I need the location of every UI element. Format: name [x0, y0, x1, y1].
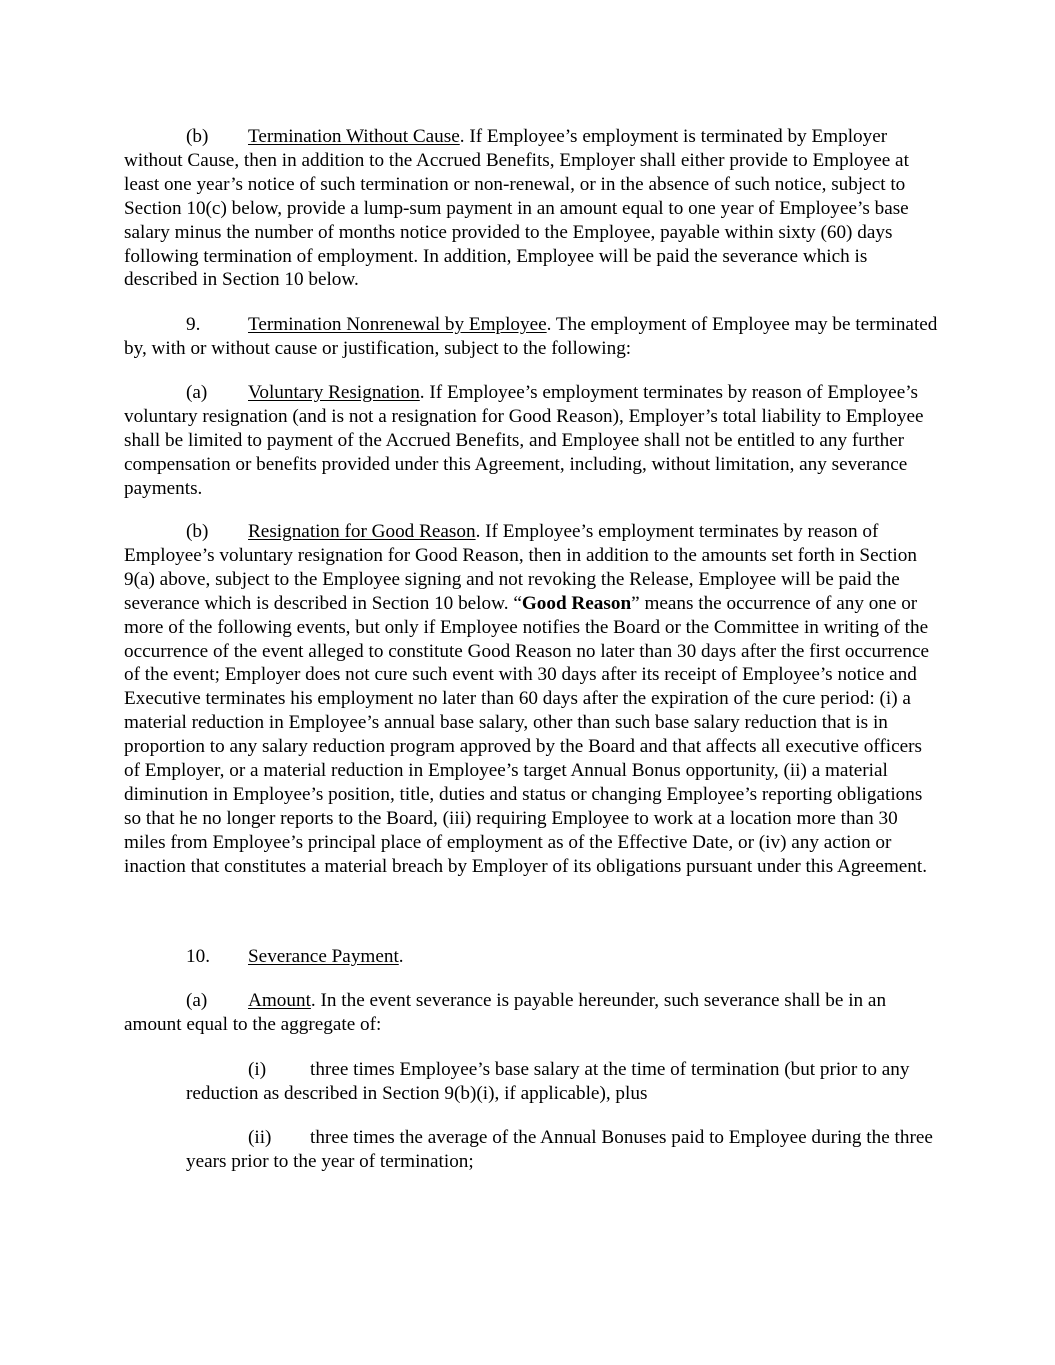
section-heading: Voluntary Resignation: [248, 382, 420, 403]
section-heading: Severance Payment: [248, 946, 399, 967]
defined-term: Good Reason: [521, 592, 632, 614]
section-body: . If Employee’s employment terminates by reason of Employee’s voluntary resignation for Good Reason, then in addition to the amounts set forth in Section 9(a) above, subject to the Employee signing and not revoking the Release, Employee will be paid the severance which is described in Section 10 below. “: [124, 521, 917, 614]
section-heading: Termination Without Cause: [248, 126, 460, 147]
section-number: (b): [186, 521, 209, 542]
section-number: (a): [186, 990, 208, 1011]
paragraph-9a: [124, 381, 939, 501]
section-body: . If Employee’s employment is terminated by Employer without Cause, then in addition to the Accrued Benefits, Employer shall either provide to Employee at least one year’s notice of such termination or non-renewal, or in the absence of such notice, subject to Section 10(c) below, provide a lump-sum payment in an amount equal to one year of Employee’s base salary minus the number of months notice provided to the Employee, payable within sixty (60) days following termination of employment. In addition, Employee will be paid the severance which is described in Section 10 below.: [124, 126, 909, 291]
section-body: three times the average of the Annual Bonuses paid to Employee during the three years prior to the year of termination;: [186, 1127, 933, 1172]
paragraph-10: [124, 945, 939, 969]
section-heading: Termination Nonrenewal by Employee: [248, 314, 547, 335]
section-body: three times Employee’s base salary at the time of termination (but prior to any reduction as described in Section 9(b)(i), if applicable), plus: [186, 1059, 910, 1104]
section-body: . If Employee’s employment terminates by reason of Employee’s voluntary resignation (and is not a resignation for Good Reason), Employer’s total liability to Employee shall be limited to payment of the Accrued Benefits, and Employee shall not be entitled to any further compensation or benefits provided under this Agreement, including, without limitation, any severance payments.: [124, 382, 924, 499]
section-heading: Resignation for Good Reason: [248, 521, 476, 542]
paragraph-9b: [124, 520, 939, 879]
paragraph-10a-i: [186, 1058, 939, 1106]
section-body: . The employment of Employee may be terminated by, with or without cause or justification, subject to the following:: [124, 314, 938, 359]
section-heading: Amount: [248, 990, 311, 1011]
section-number: 9.: [186, 314, 201, 335]
section-body: .: [398, 946, 404, 967]
section-number: 10.: [186, 946, 210, 967]
section-number: (ii): [248, 1127, 272, 1148]
section-number: (b): [186, 126, 209, 147]
paragraph-10a: [124, 989, 939, 1037]
paragraph-8b: [124, 125, 939, 292]
section-body-continued: ” means the occurrence of any one or more of the following events, but only if Employee notifies the Board or the Committee in writing of the occurrence of the event alleged to constitute Good Reason no later than 30 days after the first occurrence of the event; Employer does not cure such event with 30 days after its receipt of Employee’s notice and Executive terminates his employment no later than 60 days after the expiration of the cure period: (i) a material reduction in Employee’s annual base salary, other than such base salary reduction that is in proportion to any salary reduction program approved by the Board and that affects all executive officers of Employer, or a material reduction in Employee’s target Annual Bonus opportunity, (ii) a material diminution in Employee’s position, title, duties and status or changing Employee’s reporting obligations so that he no longer reports to the Board, (iii) requiring Employee to work at a location more than 30 miles from Employee’s principal place of employment as of the Effective Date, or (iv) any action or inaction that constitutes a material breach by Employer of its obligations pursuant under this Agreement.: [124, 592, 930, 877]
paragraph-9: [124, 313, 939, 361]
section-body: . In the event severance is payable hereunder, such severance shall be in an amount equal to the aggregate of:: [124, 990, 887, 1035]
section-number: (i): [248, 1059, 267, 1080]
section-number: (a): [186, 382, 208, 403]
paragraph-10a-ii: [186, 1126, 939, 1174]
